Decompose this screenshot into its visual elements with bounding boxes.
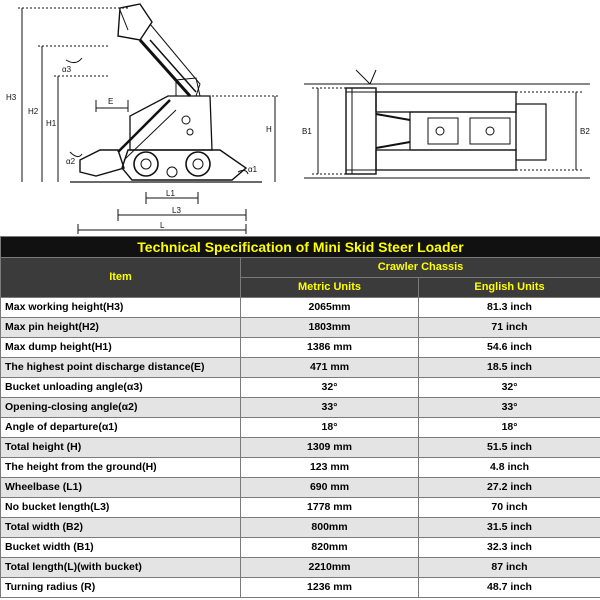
- label-alpha2: α2: [66, 157, 76, 166]
- table-row: [1, 478, 600, 498]
- table-row: [1, 518, 600, 538]
- row-english: 71 inch: [419, 318, 600, 338]
- row-item: Max dump height(H1): [1, 338, 241, 358]
- label-l: L: [160, 221, 165, 230]
- english-header: English Units: [419, 278, 600, 298]
- row-metric: 1386 mm: [241, 338, 419, 358]
- row-metric: 1803mm: [241, 318, 419, 338]
- row-item: Total height (H): [1, 438, 241, 458]
- table-row: [1, 398, 600, 418]
- row-item: Total length(L)(with bucket): [1, 558, 241, 578]
- row-metric: 33°: [241, 398, 419, 418]
- label-l3: L3: [172, 206, 181, 215]
- row-english: 81.3 inch: [419, 298, 600, 318]
- row-english: 51.5 inch: [419, 438, 600, 458]
- row-metric: 1778 mm: [241, 498, 419, 518]
- table-title: Technical Specification of Mini Skid Steer Loader: [1, 237, 600, 258]
- row-metric: 32°: [241, 378, 419, 398]
- table-row: [1, 358, 600, 378]
- label-h1: H1: [46, 119, 57, 128]
- label-l1: L1: [166, 189, 175, 198]
- table-row: [1, 378, 600, 398]
- row-english: 32°: [419, 378, 600, 398]
- row-english: 70 inch: [419, 498, 600, 518]
- row-english: 18°: [419, 418, 600, 438]
- row-english: 27.2 inch: [419, 478, 600, 498]
- row-metric: 471 mm: [241, 358, 419, 378]
- metric-header: Metric Units: [241, 278, 419, 298]
- label-alpha1: α1: [248, 165, 258, 174]
- row-item: Bucket unloading angle(α3): [1, 378, 241, 398]
- row-item: Opening-closing angle(α2): [1, 398, 241, 418]
- table-row: [1, 418, 600, 438]
- row-english: 54.6 inch: [419, 338, 600, 358]
- label-b2: B2: [580, 127, 590, 136]
- row-metric: 18°: [241, 418, 419, 438]
- spec-table: [0, 236, 600, 598]
- row-metric: 1309 mm: [241, 438, 419, 458]
- row-item: Max working height(H3): [1, 298, 241, 318]
- row-metric: 820mm: [241, 538, 419, 558]
- row-english: 87 inch: [419, 558, 600, 578]
- technical-drawing: [0, 0, 600, 236]
- table-row: [1, 338, 600, 358]
- side-view-drawing: [18, 4, 279, 234]
- label-h2: H2: [28, 107, 39, 116]
- label-h: H: [266, 125, 272, 134]
- label-h3: H3: [6, 93, 17, 102]
- row-item: Wheelbase (L1): [1, 478, 241, 498]
- label-e: E: [108, 97, 114, 106]
- label-b1: B1: [302, 127, 312, 136]
- row-item: Total width (B2): [1, 518, 241, 538]
- row-item: Turning radius (R): [1, 578, 241, 598]
- row-item: No bucket length(L3): [1, 498, 241, 518]
- row-metric: 2210mm: [241, 558, 419, 578]
- row-english: 31.5 inch: [419, 518, 600, 538]
- table-row: [1, 438, 600, 458]
- item-header: Item: [1, 258, 241, 298]
- table-row: [1, 578, 600, 598]
- chassis-header: Crawler Chassis: [241, 258, 600, 278]
- table-row: [1, 558, 600, 578]
- table-row: [1, 318, 600, 338]
- row-metric: 2065mm: [241, 298, 419, 318]
- row-metric: 1236 mm: [241, 578, 419, 598]
- row-item: Angle of departure(α1): [1, 418, 241, 438]
- top-view-drawing: [304, 70, 590, 178]
- row-item: The height from the ground(H): [1, 458, 241, 478]
- row-english: 18.5 inch: [419, 358, 600, 378]
- row-metric: 800mm: [241, 518, 419, 538]
- table-row: [1, 538, 600, 558]
- row-english: 4.8 inch: [419, 458, 600, 478]
- label-alpha3: α3: [62, 65, 72, 74]
- table-row: [1, 298, 600, 318]
- row-item: Max pin height(H2): [1, 318, 241, 338]
- table-row: [1, 498, 600, 518]
- table-row: [1, 458, 600, 478]
- row-metric: 123 mm: [241, 458, 419, 478]
- row-item: The highest point discharge distance(E): [1, 358, 241, 378]
- row-item: Bucket width (B1): [1, 538, 241, 558]
- row-metric: 690 mm: [241, 478, 419, 498]
- row-english: 33°: [419, 398, 600, 418]
- row-english: 48.7 inch: [419, 578, 600, 598]
- row-english: 32.3 inch: [419, 538, 600, 558]
